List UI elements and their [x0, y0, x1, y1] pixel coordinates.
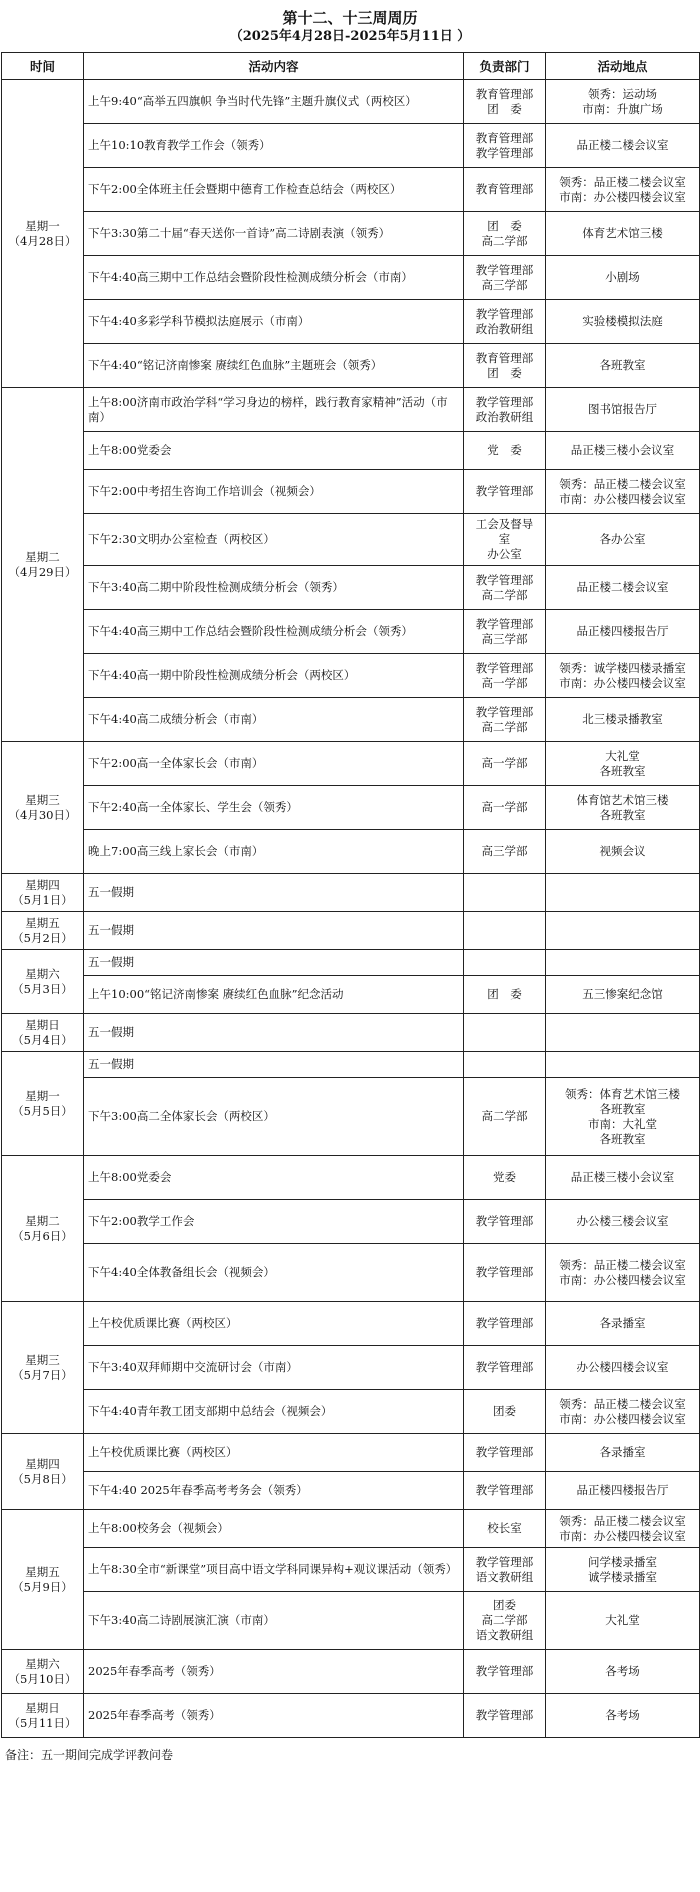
event-content: 下午2:30文明办公室检查（两校区） [84, 514, 464, 566]
event-location [546, 1548, 700, 1592]
dept-line: 工会及督导 [475, 517, 534, 531]
day-cell [2, 950, 84, 1014]
event-content: 下午2:00中考招生咨询工作培训会（视频会） [84, 470, 464, 514]
day-cell [2, 1434, 84, 1510]
event-dept [464, 1510, 546, 1548]
weekday-label: 星期五 [25, 915, 60, 930]
date-label: （5月5日） [12, 1103, 73, 1118]
date-label: （5月10日） [8, 1671, 77, 1686]
location-line: 图书馆报告厅 [588, 402, 657, 416]
location-line: 各考场 [605, 1708, 640, 1722]
event-location [546, 1078, 700, 1156]
event-content: 五一假期 [84, 1052, 464, 1078]
date-label: （5月2日） [12, 930, 73, 945]
event-location [546, 1244, 700, 1302]
event-content: 下午4:40多彩学科节模拟法庭展示（市南） [84, 300, 464, 344]
table-row [2, 256, 700, 300]
table-row [2, 742, 700, 786]
event-dept [464, 1052, 546, 1078]
event-content: 五一假期 [84, 950, 464, 976]
dept-line: 高二学部 [481, 719, 528, 734]
table-row [2, 168, 700, 212]
event-location [546, 874, 700, 912]
event-dept [464, 1244, 546, 1302]
day-cell [2, 1014, 84, 1052]
location-line: 各录播室 [599, 1316, 646, 1330]
dept-line: 教育管理部 [475, 182, 534, 196]
location-line: 市南：办公楼四楼会议室 [559, 1528, 686, 1543]
location-line: 品正楼三楼小会议室 [570, 443, 675, 457]
event-location [546, 976, 700, 1014]
dept-line: 高三学部 [481, 844, 528, 858]
table-row [2, 1014, 700, 1052]
event-location [546, 1346, 700, 1390]
location-line: 大礼堂 [605, 748, 640, 763]
event-dept [464, 514, 546, 566]
table-row [2, 830, 700, 874]
event-location [546, 300, 700, 344]
dept-line: 团 委 [487, 218, 522, 233]
dept-line: 教学管理部 [475, 1214, 534, 1228]
event-dept [464, 976, 546, 1014]
event-location [546, 1650, 700, 1694]
weekday-label: 星期六 [25, 1656, 60, 1671]
event-content: 2025年春季高考（领秀） [84, 1694, 464, 1738]
event-content: 上午10:00“铭记济南惨案 赓续红色血脉”纪念活动 [84, 976, 464, 1014]
location-line: 品正楼三楼小会议室 [570, 1170, 675, 1184]
event-content: 五一假期 [84, 912, 464, 950]
event-content: 下午2:00全体班主任会暨期中德育工作检查总结会（两校区） [84, 168, 464, 212]
event-content: 下午3:00高二全体家长会（两校区） [84, 1078, 464, 1156]
event-dept [464, 1014, 546, 1052]
event-location [546, 654, 700, 698]
location-line: 市南：办公楼四楼会议室 [559, 1411, 686, 1426]
weekday-label: 星期四 [25, 1456, 60, 1471]
header-content: 活动内容 [84, 53, 464, 80]
date-label: （5月8日） [12, 1471, 73, 1486]
event-dept [464, 654, 546, 698]
event-location [546, 1592, 700, 1650]
table-row [2, 80, 700, 124]
date-label: （5月11日） [8, 1715, 77, 1730]
event-dept [464, 1302, 546, 1346]
footnote: 备注：五一期间完成学评教问卷 [5, 1748, 174, 1762]
weekday-label: 星期二 [25, 1213, 60, 1228]
event-content: 下午4:40全体教备组长会（视频会） [84, 1244, 464, 1302]
table-row [2, 1078, 700, 1156]
event-location [546, 1302, 700, 1346]
location-line: 办公楼四楼会议室 [576, 1360, 669, 1374]
event-content: 下午3:40高二诗剧展演汇演（市南） [84, 1592, 464, 1650]
table-row [2, 1592, 700, 1650]
weekday-label: 星期三 [25, 1352, 60, 1367]
table-row [2, 1472, 700, 1510]
dept-line: 高二学部 [481, 233, 528, 248]
table-row [2, 124, 700, 168]
weekday-label: 星期六 [25, 966, 60, 981]
event-dept [464, 1434, 546, 1472]
dept-line: 党委 [493, 1170, 516, 1184]
dept-line: 教学管理部 [475, 660, 534, 675]
event-dept [464, 610, 546, 654]
event-dept [464, 80, 546, 124]
dept-line: 政治教研组 [475, 321, 534, 336]
event-dept [464, 432, 546, 470]
table-row [2, 1346, 700, 1390]
header-location: 活动地点 [546, 53, 700, 80]
dept-line: 教学管理部 [475, 1708, 534, 1722]
location-line: 领秀：品正楼二楼会议室 [559, 1513, 686, 1528]
event-content: 下午4:40高二成绩分析会（市南） [84, 698, 464, 742]
location-line: 视频会议 [599, 844, 646, 858]
event-location [546, 1390, 700, 1434]
event-content: 下午4:40高三期中工作总结会暨阶段性检测成绩分析会（市南） [84, 256, 464, 300]
event-dept [464, 830, 546, 874]
location-line: 市南：升旗广场 [582, 101, 663, 116]
location-line: 市南：办公楼四楼会议室 [559, 675, 686, 690]
event-content: 上午校优质课比赛（两校区） [84, 1302, 464, 1346]
table-row [2, 566, 700, 610]
date-label: （4月30日） [8, 807, 77, 822]
weekday-label: 星期一 [25, 1088, 60, 1103]
page-subtitle: （2025年4月28日-2025年5月11日 ） [229, 29, 471, 44]
event-content: 五一假期 [84, 874, 464, 912]
event-location [546, 742, 700, 786]
event-dept [464, 566, 546, 610]
event-content: 下午3:30第二十届“春天送你一首诗”高二诗剧表演（领秀） [84, 212, 464, 256]
table-row [2, 344, 700, 388]
dept-line: 高三学部 [481, 277, 528, 292]
event-content: 五一假期 [84, 1014, 464, 1052]
event-location [546, 830, 700, 874]
table-row [2, 950, 700, 976]
event-dept [464, 1156, 546, 1200]
table-row [2, 212, 700, 256]
event-content: 上午8:30全市“新课堂”项目高中语文学科同课异构+观议课活动（领秀） [84, 1548, 464, 1592]
location-line: 各班教室 [599, 1131, 646, 1146]
dept-line: 教学管理部 [475, 1360, 534, 1374]
dept-line: 高一学部 [481, 756, 528, 770]
location-line: 品正楼四楼报告厅 [576, 1483, 669, 1497]
event-content: 下午4:40 2025年春季高考考务会（领秀） [84, 1472, 464, 1510]
dept-line: 办公室 [487, 547, 522, 561]
dept-line: 教学管理部 [475, 262, 534, 277]
event-dept [464, 742, 546, 786]
event-location [546, 1694, 700, 1738]
table-row [2, 1434, 700, 1472]
dept-line: 语文教研组 [475, 1628, 534, 1642]
dept-line: 教学管理部 [475, 1483, 534, 1497]
event-content: 上午校优质课比赛（两校区） [84, 1434, 464, 1472]
location-line: 市南：大礼堂 [588, 1116, 657, 1131]
dept-line: 政治教研组 [475, 409, 534, 424]
event-content: 上午8:00校务会（视频会） [84, 1510, 464, 1548]
dept-line: 教学管理部 [475, 704, 534, 719]
weekday-label: 星期二 [25, 549, 60, 564]
event-content: 下午2:00教学工作会 [84, 1200, 464, 1244]
dept-line: 团 委 [487, 101, 522, 116]
table-row [2, 470, 700, 514]
location-line: 品正楼四楼报告厅 [576, 624, 669, 638]
dept-line: 团委 [493, 1404, 516, 1418]
dept-line: 教学管理部 [475, 1664, 534, 1678]
table-row [2, 300, 700, 344]
event-dept [464, 1592, 546, 1650]
event-content: 下午4:40高三期中工作总结会暨阶段性检测成绩分析会（领秀） [84, 610, 464, 654]
location-line: 各录播室 [599, 1445, 646, 1459]
event-location [546, 344, 700, 388]
event-dept [464, 1200, 546, 1244]
location-line: 问学楼录播室 [588, 1554, 657, 1569]
event-content: 上午8:00党委会 [84, 1156, 464, 1200]
schedule-table [1, 52, 700, 1738]
date-label: （5月7日） [12, 1367, 73, 1382]
location-line: 品正楼二楼会议室 [576, 138, 669, 152]
event-dept [464, 1078, 546, 1156]
location-line: 各班教室 [599, 1101, 646, 1116]
location-line: 办公楼三楼会议室 [576, 1214, 669, 1228]
dept-line: 高二学部 [481, 587, 528, 602]
event-content: 下午3:40双拜师期中交流研讨会（市南） [84, 1346, 464, 1390]
day-cell [2, 742, 84, 874]
day-cell [2, 1052, 84, 1156]
table-row [2, 1200, 700, 1244]
event-dept [464, 388, 546, 432]
event-content: 晚上7:00高三线上家长会（市南） [84, 830, 464, 874]
location-line: 实验楼模拟法庭 [582, 314, 663, 328]
weekday-label: 星期日 [25, 1700, 60, 1715]
event-dept [464, 698, 546, 742]
location-line: 市南：办公楼四楼会议室 [559, 1272, 686, 1287]
event-location [546, 124, 700, 168]
event-location [546, 950, 700, 976]
location-line: 领秀：品正楼二楼会议室 [559, 174, 686, 189]
dept-line: 团委 [493, 1598, 516, 1612]
weekday-label: 星期日 [25, 1017, 60, 1032]
event-content: 下午2:00高一全体家长会（市南） [84, 742, 464, 786]
location-line: 领秀：品正楼二楼会议室 [559, 1257, 686, 1272]
table-row [2, 654, 700, 698]
location-line: 各办公室 [599, 532, 646, 546]
event-location [546, 1052, 700, 1078]
event-location [546, 1434, 700, 1472]
event-dept [464, 1694, 546, 1738]
event-dept [464, 1390, 546, 1434]
event-dept [464, 786, 546, 830]
location-line: 各班教室 [599, 807, 646, 822]
location-line: 体育艺术馆三楼 [582, 226, 663, 240]
event-location [546, 212, 700, 256]
location-line: 领秀：诚学楼四楼录播室 [559, 660, 686, 675]
dept-line: 校长室 [487, 1521, 522, 1535]
header-dept: 负责部门 [464, 53, 546, 80]
day-cell [2, 1650, 84, 1694]
location-line: 市南：办公楼四楼会议室 [559, 491, 686, 506]
weekday-label: 星期四 [25, 877, 60, 892]
location-line: 五三惨案纪念馆 [582, 987, 663, 1001]
event-location [546, 514, 700, 566]
event-dept [464, 470, 546, 514]
event-location [546, 912, 700, 950]
dept-line: 教育管理部 [475, 350, 534, 365]
table-row [2, 874, 700, 912]
event-dept [464, 1548, 546, 1592]
location-line: 领秀：品正楼二楼会议室 [559, 1396, 686, 1411]
event-location [546, 432, 700, 470]
table-row [2, 514, 700, 566]
event-dept [464, 950, 546, 976]
table-row [2, 1302, 700, 1346]
event-location [546, 1510, 700, 1548]
table-row [2, 1650, 700, 1694]
dept-line: 团 委 [487, 987, 522, 1001]
day-cell [2, 1156, 84, 1302]
table-row [2, 1156, 700, 1200]
page-title: 第十二、十三周周历 [282, 9, 418, 27]
event-location [546, 256, 700, 300]
dept-line: 团 委 [487, 365, 522, 380]
event-location [546, 698, 700, 742]
table-row [2, 976, 700, 1014]
header-row [2, 53, 700, 80]
dept-line: 教学管理部 [475, 1316, 534, 1330]
event-dept [464, 300, 546, 344]
event-location [546, 1014, 700, 1052]
weekday-label: 星期一 [25, 218, 60, 233]
event-location [546, 1156, 700, 1200]
location-line: 市南：办公楼四楼会议室 [559, 189, 686, 204]
table-row [2, 1390, 700, 1434]
event-content: 下午4:40高一期中阶段性检测成绩分析会（两校区） [84, 654, 464, 698]
event-dept [464, 344, 546, 388]
dept-line: 教学管理部 [475, 145, 534, 160]
day-cell [2, 1510, 84, 1650]
day-cell [2, 1694, 84, 1738]
dept-line: 党 委 [487, 443, 522, 457]
table-row [2, 912, 700, 950]
event-content: 上午9:40“高举五四旗帜 争当时代先锋”主题升旗仪式（两校区） [84, 80, 464, 124]
event-location [546, 1200, 700, 1244]
dept-line: 高二学部 [481, 1613, 528, 1627]
event-content: 上午10:10教育教学工作会（领秀） [84, 124, 464, 168]
dept-line: 教学管理部 [475, 306, 534, 321]
dept-line: 教学管理部 [475, 616, 534, 631]
event-location [546, 80, 700, 124]
date-label: （5月6日） [12, 1228, 73, 1243]
event-content: 2025年春季高考（领秀） [84, 1650, 464, 1694]
event-dept [464, 256, 546, 300]
location-line: 体育馆艺术馆三楼 [576, 792, 669, 807]
location-line: 领秀：运动场 [588, 86, 657, 101]
table-row [2, 432, 700, 470]
day-cell [2, 874, 84, 912]
table-row [2, 1244, 700, 1302]
event-dept [464, 912, 546, 950]
dept-line: 教学管理部 [475, 484, 534, 498]
schedule-body [2, 80, 700, 1738]
dept-line: 室 [498, 532, 511, 546]
event-location [546, 566, 700, 610]
date-label: （5月3日） [12, 981, 73, 996]
day-cell [2, 80, 84, 388]
header-time: 时间 [2, 53, 84, 80]
event-dept [464, 168, 546, 212]
location-line: 各班教室 [599, 358, 646, 372]
table-row [2, 698, 700, 742]
event-dept [464, 1650, 546, 1694]
dept-line: 语文教研组 [475, 1569, 534, 1584]
location-line: 小剧场 [605, 270, 640, 284]
table-row [2, 1510, 700, 1548]
location-line: 大礼堂 [605, 1613, 640, 1627]
dept-line: 教育管理部 [475, 86, 534, 101]
location-line: 品正楼二楼会议室 [576, 580, 669, 594]
day-cell [2, 912, 84, 950]
table-row [2, 786, 700, 830]
event-dept [464, 1472, 546, 1510]
location-line: 北三楼录播教室 [582, 712, 663, 726]
event-location [546, 786, 700, 830]
day-cell [2, 1302, 84, 1434]
day-cell [2, 388, 84, 742]
event-content: 下午4:40“铭记济南惨案 赓续红色血脉”主题班会（领秀） [84, 344, 464, 388]
dept-line: 教学管理部 [475, 572, 534, 587]
date-label: （5月4日） [12, 1032, 73, 1047]
table-row [2, 1694, 700, 1738]
event-location [546, 168, 700, 212]
event-content: 下午2:40高一全体家长、学生会（领秀） [84, 786, 464, 830]
location-line: 诚学楼录播室 [588, 1569, 657, 1584]
event-location [546, 470, 700, 514]
event-content: 上午8:00党委会 [84, 432, 464, 470]
location-line: 各班教室 [599, 763, 646, 778]
dept-line: 教学管理部 [475, 1265, 534, 1279]
table-row [2, 1052, 700, 1078]
event-dept [464, 1346, 546, 1390]
location-line: 领秀：体育艺术馆三楼 [565, 1086, 680, 1101]
date-label: （4月28日） [8, 233, 77, 248]
weekday-label: 星期三 [25, 792, 60, 807]
table-row [2, 388, 700, 432]
dept-line: 高一学部 [481, 675, 528, 690]
date-label: （4月29日） [8, 564, 77, 579]
weekday-label: 星期五 [25, 1564, 60, 1579]
event-location [546, 1472, 700, 1510]
dept-line: 高三学部 [481, 631, 528, 646]
event-content: 上午8:00济南市政治学科“学习身边的榜样，践行教育家精神”活动（市南） [84, 388, 464, 432]
dept-line: 高一学部 [481, 800, 528, 814]
date-label: （5月9日） [12, 1579, 73, 1594]
event-dept [464, 874, 546, 912]
dept-line: 高二学部 [481, 1109, 528, 1123]
event-dept [464, 124, 546, 168]
event-location [546, 388, 700, 432]
location-line: 各考场 [605, 1664, 640, 1678]
table-row [2, 1548, 700, 1592]
event-dept [464, 212, 546, 256]
event-location [546, 610, 700, 654]
dept-line: 教学管理部 [475, 1554, 534, 1569]
dept-line: 教学管理部 [475, 394, 534, 409]
dept-line: 教学管理部 [475, 1445, 534, 1459]
event-content: 下午3:40高二期中阶段性检测成绩分析会（领秀） [84, 566, 464, 610]
date-label: （5月1日） [12, 892, 73, 907]
location-line: 领秀：品正楼二楼会议室 [559, 476, 686, 491]
event-content: 下午4:40青年教工团支部期中总结会（视频会） [84, 1390, 464, 1434]
dept-line: 教育管理部 [475, 130, 534, 145]
table-row [2, 610, 700, 654]
